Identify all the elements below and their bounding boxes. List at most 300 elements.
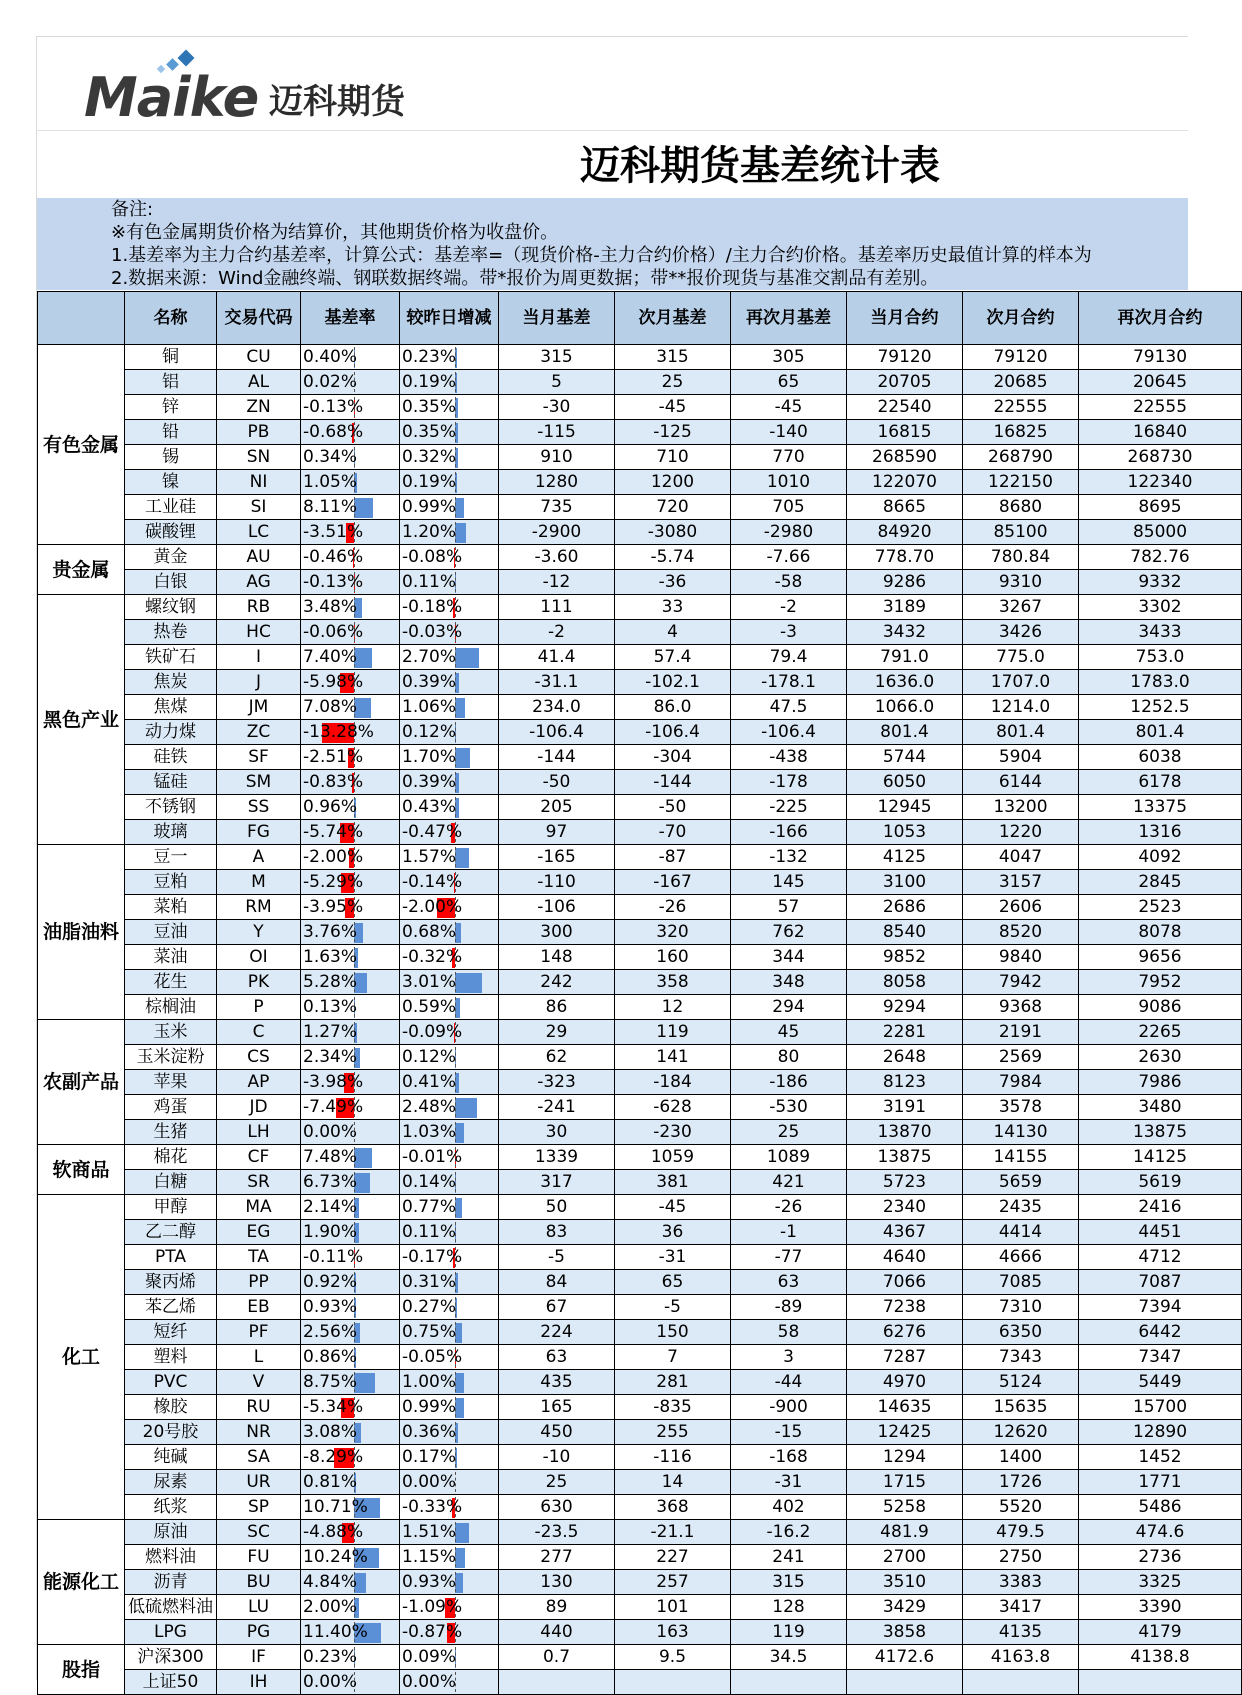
contract-m3-cell: 7087 xyxy=(1079,1270,1242,1295)
basis-m1-cell: -3.60 xyxy=(499,545,615,570)
table-row xyxy=(38,1120,1242,1145)
bar-value-label: -0.11% xyxy=(303,1247,363,1267)
basis-rate-cell xyxy=(301,1570,400,1595)
name-cell: 硅铁 xyxy=(125,745,217,770)
table-row xyxy=(38,845,1242,870)
basis-rate-cell xyxy=(301,845,400,870)
contract-m2-cell: 9368 xyxy=(963,995,1079,1020)
code-cell: MA xyxy=(217,1195,301,1220)
daily-change-cell xyxy=(400,595,499,620)
contract-m1-cell: 8123 xyxy=(847,1070,963,1095)
bar-value-label: 7.40% xyxy=(303,647,357,667)
code-cell: HC xyxy=(217,620,301,645)
header-contract-m1: 当月合约 xyxy=(847,292,963,345)
basis-m2-cell: -628 xyxy=(615,1095,731,1120)
basis-m3-cell: 58 xyxy=(731,1320,847,1345)
contract-m2-cell: 5124 xyxy=(963,1370,1079,1395)
name-cell: 白糖 xyxy=(125,1170,217,1195)
code-cell: LU xyxy=(217,1595,301,1620)
basis-m2-cell: 255 xyxy=(615,1420,731,1445)
daily-change-cell xyxy=(400,1520,499,1545)
code-cell: AU xyxy=(217,545,301,570)
contract-m1-cell: 3429 xyxy=(847,1595,963,1620)
bar-value-label: 0.17% xyxy=(402,1447,456,1467)
header-basis-m2: 次月基差 xyxy=(615,292,731,345)
name-cell: 鸡蛋 xyxy=(125,1095,217,1120)
basis-m1-cell: 1339 xyxy=(499,1145,615,1170)
bar-value-label: 11.40% xyxy=(303,1622,368,1642)
table-row xyxy=(38,1395,1242,1420)
daily-change-cell xyxy=(400,1645,499,1670)
daily-change-cell xyxy=(400,1670,499,1695)
name-cell: 铝 xyxy=(125,370,217,395)
daily-change-cell xyxy=(400,1195,499,1220)
contract-m2-cell: 1400 xyxy=(963,1445,1079,1470)
logo-chinese-name: 迈科期货 xyxy=(269,80,405,124)
basis-rate-cell xyxy=(301,1520,400,1545)
bar-value-label: 0.11% xyxy=(402,1222,456,1242)
contract-m3-cell: 22555 xyxy=(1079,395,1242,420)
contract-m3-cell: 1252.5 xyxy=(1079,695,1242,720)
code-cell: RB xyxy=(217,595,301,620)
bar-value-label: 2.00% xyxy=(303,1597,357,1617)
daily-change-cell xyxy=(400,1295,499,1320)
basis-m2-cell: 358 xyxy=(615,970,731,995)
code-cell: IH xyxy=(217,1670,301,1695)
code-cell: EG xyxy=(217,1220,301,1245)
bar-value-label: 0.96% xyxy=(303,797,357,817)
bar-value-label: -8.29% xyxy=(303,1447,363,1467)
basis-m2-cell xyxy=(615,1670,731,1695)
daily-change-cell xyxy=(400,945,499,970)
daily-change-cell xyxy=(400,470,499,495)
name-cell: 上证50 xyxy=(125,1670,217,1695)
contract-m3-cell: 7394 xyxy=(1079,1295,1242,1320)
table-row xyxy=(38,895,1242,920)
bar-value-label: 1.20% xyxy=(402,522,456,542)
code-cell: J xyxy=(217,670,301,695)
contract-m2-cell: 2750 xyxy=(963,1545,1079,1570)
table-row xyxy=(38,1470,1242,1495)
table-row xyxy=(38,720,1242,745)
data-bar xyxy=(455,848,469,868)
code-cell: NR xyxy=(217,1420,301,1445)
daily-change-cell xyxy=(400,720,499,745)
name-cell: 塑料 xyxy=(125,1345,217,1370)
table-row xyxy=(38,1295,1242,1320)
page-top-border xyxy=(36,36,1188,37)
category-cell: 软商品 xyxy=(38,1145,125,1195)
table-row xyxy=(38,1245,1242,1270)
daily-change-cell xyxy=(400,1020,499,1045)
basis-m3-cell: 315 xyxy=(731,1570,847,1595)
contract-m1-cell: 79120 xyxy=(847,345,963,370)
table-row xyxy=(38,920,1242,945)
code-cell: SF xyxy=(217,745,301,770)
contract-m3-cell: 85000 xyxy=(1079,520,1242,545)
basis-m1-cell: 41.4 xyxy=(499,645,615,670)
bar-value-label: 2.56% xyxy=(303,1322,357,1342)
contract-m1-cell: 8665 xyxy=(847,495,963,520)
basis-m2-cell: 9.5 xyxy=(615,1645,731,1670)
daily-change-cell xyxy=(400,420,499,445)
basis-rate-cell xyxy=(301,1120,400,1145)
name-cell: 纯碱 xyxy=(125,1445,217,1470)
bar-value-label: 0.00% xyxy=(402,1472,456,1492)
basis-m3-cell: 25 xyxy=(731,1120,847,1145)
contract-m3-cell: 801.4 xyxy=(1079,720,1242,745)
contract-m2-cell: 2435 xyxy=(963,1195,1079,1220)
header-code: 交易代码 xyxy=(217,292,301,345)
table-row xyxy=(38,1195,1242,1220)
contract-m3-cell: 753.0 xyxy=(1079,645,1242,670)
basis-rate-cell xyxy=(301,1070,400,1095)
bar-value-label: 0.39% xyxy=(402,772,456,792)
contract-m2-cell xyxy=(963,1670,1079,1695)
bar-value-label: 0.00% xyxy=(303,1122,357,1142)
bar-value-label: -0.83% xyxy=(303,772,363,792)
code-cell: AG xyxy=(217,570,301,595)
basis-rate-cell xyxy=(301,1445,400,1470)
table-row xyxy=(38,395,1242,420)
basis-m3-cell: -77 xyxy=(731,1245,847,1270)
table-row xyxy=(38,1445,1242,1470)
basis-m2-cell: -50 xyxy=(615,795,731,820)
basis-m1-cell: -106.4 xyxy=(499,720,615,745)
basis-rate-cell xyxy=(301,545,400,570)
contract-m2-cell: 3417 xyxy=(963,1595,1079,1620)
contract-m2-cell: 1220 xyxy=(963,820,1079,845)
basis-m1-cell: -106 xyxy=(499,895,615,920)
basis-rate-cell xyxy=(301,395,400,420)
basis-m2-cell: 141 xyxy=(615,1045,731,1070)
basis-m2-cell: -304 xyxy=(615,745,731,770)
code-cell: JM xyxy=(217,695,301,720)
basis-m1-cell: 29 xyxy=(499,1020,615,1045)
code-cell: RU xyxy=(217,1395,301,1420)
contract-m2-cell: 6350 xyxy=(963,1320,1079,1345)
name-cell: LPG xyxy=(125,1620,217,1645)
table-row xyxy=(38,420,1242,445)
table-row xyxy=(38,470,1242,495)
basis-m3-cell: 402 xyxy=(731,1495,847,1520)
basis-rate-cell xyxy=(301,1395,400,1420)
basis-m3-cell: 705 xyxy=(731,495,847,520)
basis-m3-cell: -132 xyxy=(731,845,847,870)
bar-value-label: -4.88% xyxy=(303,1522,363,1542)
basis-rate-cell xyxy=(301,695,400,720)
contract-m2-cell: 8520 xyxy=(963,920,1079,945)
basis-m1-cell: 130 xyxy=(499,1570,615,1595)
basis-rate-cell xyxy=(301,1295,400,1320)
basis-m1-cell: -31.1 xyxy=(499,670,615,695)
table-row xyxy=(38,370,1242,395)
code-cell: UR xyxy=(217,1470,301,1495)
table-row xyxy=(38,1320,1242,1345)
basis-m3-cell: 47.5 xyxy=(731,695,847,720)
table-row xyxy=(38,1345,1242,1370)
bar-value-label: 0.93% xyxy=(402,1572,456,1592)
table-row xyxy=(38,795,1242,820)
basis-m3-cell: -186 xyxy=(731,1070,847,1095)
name-cell: 豆粕 xyxy=(125,870,217,895)
contract-m3-cell: 474.6 xyxy=(1079,1520,1242,1545)
header-daily-change: 较昨日增减 xyxy=(400,292,499,345)
basis-m3-cell: 348 xyxy=(731,970,847,995)
basis-m1-cell: 277 xyxy=(499,1545,615,1570)
contract-m1-cell: 9852 xyxy=(847,945,963,970)
contract-m2-cell: 85100 xyxy=(963,520,1079,545)
basis-m1-cell: 25 xyxy=(499,1470,615,1495)
basis-m2-cell: 101 xyxy=(615,1595,731,1620)
basis-m2-cell: 57.4 xyxy=(615,645,731,670)
basis-m2-cell: 4 xyxy=(615,620,731,645)
basis-rate-cell xyxy=(301,595,400,620)
basis-rate-cell xyxy=(301,445,400,470)
code-cell: C xyxy=(217,1020,301,1045)
contract-m3-cell: 4092 xyxy=(1079,845,1242,870)
bar-value-label: 0.02% xyxy=(303,372,357,392)
daily-change-cell xyxy=(400,1470,499,1495)
basis-m3-cell: 344 xyxy=(731,945,847,970)
bar-value-label: 7.48% xyxy=(303,1147,357,1167)
basis-m3-cell: -168 xyxy=(731,1445,847,1470)
contract-m3-cell: 7347 xyxy=(1079,1345,1242,1370)
bar-value-label: 0.09% xyxy=(402,1647,456,1667)
table-row xyxy=(38,1145,1242,1170)
contract-m3-cell: 4138.8 xyxy=(1079,1645,1242,1670)
bar-value-label: 0.81% xyxy=(303,1472,357,1492)
bar-value-label: 1.27% xyxy=(303,1022,357,1042)
header-basis-m1: 当月基差 xyxy=(499,292,615,345)
contract-m1-cell: 2686 xyxy=(847,895,963,920)
daily-change-cell xyxy=(400,345,499,370)
notes-line: ※有色金属期货价格为结算价，其他期货价格为收盘价。 xyxy=(37,221,1188,244)
basis-m3-cell: -438 xyxy=(731,745,847,770)
bar-value-label: 0.23% xyxy=(303,1647,357,1667)
category-cell: 黑色产业 xyxy=(38,595,125,845)
basis-rate-cell xyxy=(301,1195,400,1220)
basis-m1-cell: 910 xyxy=(499,445,615,470)
contract-m1-cell: 6050 xyxy=(847,770,963,795)
contract-m2-cell: 7310 xyxy=(963,1295,1079,1320)
contract-m1-cell: 13875 xyxy=(847,1145,963,1170)
daily-change-cell xyxy=(400,795,499,820)
bar-value-label: 1.15% xyxy=(402,1547,456,1567)
contract-m2-cell: 20685 xyxy=(963,370,1079,395)
contract-m3-cell: 4712 xyxy=(1079,1245,1242,1270)
table-row xyxy=(38,1045,1242,1070)
code-cell: M xyxy=(217,870,301,895)
data-bar xyxy=(455,498,464,518)
contract-m3-cell: 3480 xyxy=(1079,1095,1242,1120)
bar-value-label: -0.01% xyxy=(402,1147,462,1167)
basis-rate-cell xyxy=(301,1495,400,1520)
contract-m2-cell: 7942 xyxy=(963,970,1079,995)
bar-value-label: 2.34% xyxy=(303,1047,357,1067)
daily-change-cell xyxy=(400,1095,499,1120)
basis-rate-cell xyxy=(301,345,400,370)
basis-rate-cell xyxy=(301,1270,400,1295)
basis-rate-cell xyxy=(301,420,400,445)
bar-value-label: -0.06% xyxy=(303,622,363,642)
basis-rate-cell xyxy=(301,1595,400,1620)
basis-m3-cell: -1 xyxy=(731,1220,847,1245)
contract-m2-cell: 14130 xyxy=(963,1120,1079,1145)
bar-value-label: -2.00% xyxy=(402,897,462,917)
name-cell: 花生 xyxy=(125,970,217,995)
daily-change-cell xyxy=(400,1270,499,1295)
basis-m1-cell: -2900 xyxy=(499,520,615,545)
basis-rate-cell xyxy=(301,945,400,970)
code-cell: LC xyxy=(217,520,301,545)
contract-m3-cell: 1452 xyxy=(1079,1445,1242,1470)
basis-m1-cell: -50 xyxy=(499,770,615,795)
contract-m3-cell: 2845 xyxy=(1079,870,1242,895)
code-cell: PB xyxy=(217,420,301,445)
contract-m1-cell: 4640 xyxy=(847,1245,963,1270)
name-cell: 锡 xyxy=(125,445,217,470)
bar-value-label: 1.63% xyxy=(303,947,357,967)
bar-value-label: -0.14% xyxy=(402,872,462,892)
contract-m2-cell: 14155 xyxy=(963,1145,1079,1170)
contract-m2-cell: 1214.0 xyxy=(963,695,1079,720)
contract-m3-cell: 9086 xyxy=(1079,995,1242,1020)
contract-m2-cell: 3426 xyxy=(963,620,1079,645)
basis-m1-cell: 111 xyxy=(499,595,615,620)
basis-m1-cell: -165 xyxy=(499,845,615,870)
code-cell: SR xyxy=(217,1170,301,1195)
bar-value-label: 0.19% xyxy=(402,472,456,492)
basis-m2-cell: 1059 xyxy=(615,1145,731,1170)
code-cell: AP xyxy=(217,1070,301,1095)
code-cell: CS xyxy=(217,1045,301,1070)
code-cell: PK xyxy=(217,970,301,995)
basis-m1-cell: 224 xyxy=(499,1320,615,1345)
contract-m3-cell: 4451 xyxy=(1079,1220,1242,1245)
daily-change-cell xyxy=(400,520,499,545)
daily-change-cell xyxy=(400,770,499,795)
daily-change-cell xyxy=(400,1320,499,1345)
code-cell: SA xyxy=(217,1445,301,1470)
contract-m2-cell: 5520 xyxy=(963,1495,1079,1520)
code-cell: NI xyxy=(217,470,301,495)
basis-m2-cell: -5.74 xyxy=(615,545,731,570)
daily-change-cell xyxy=(400,895,499,920)
bar-value-label: -3.98% xyxy=(303,1072,363,1092)
name-cell: 豆油 xyxy=(125,920,217,945)
basis-rate-cell xyxy=(301,1170,400,1195)
table-row xyxy=(38,945,1242,970)
name-cell: 焦煤 xyxy=(125,695,217,720)
name-cell: 螺纹钢 xyxy=(125,595,217,620)
code-cell: EB xyxy=(217,1295,301,1320)
bar-value-label: 0.41% xyxy=(402,1072,456,1092)
contract-m2-cell: 122150 xyxy=(963,470,1079,495)
code-cell: SP xyxy=(217,1495,301,1520)
basis-m2-cell: -106.4 xyxy=(615,720,731,745)
basis-m2-cell: -167 xyxy=(615,870,731,895)
bar-value-label: 2.48% xyxy=(402,1097,456,1117)
bar-value-label: -5.34% xyxy=(303,1397,363,1417)
name-cell: 焦炭 xyxy=(125,670,217,695)
contract-m1-cell: 1715 xyxy=(847,1470,963,1495)
name-cell: 碳酸锂 xyxy=(125,520,217,545)
table-row xyxy=(38,870,1242,895)
data-bar xyxy=(455,1098,477,1118)
bar-value-label: 0.13% xyxy=(303,997,357,1017)
contract-m3-cell: 2523 xyxy=(1079,895,1242,920)
contract-m1-cell: 7287 xyxy=(847,1345,963,1370)
basis-rate-cell xyxy=(301,520,400,545)
basis-m3-cell: 1010 xyxy=(731,470,847,495)
name-cell: 棉花 xyxy=(125,1145,217,1170)
bar-value-label: -5.74% xyxy=(303,822,363,842)
basis-m2-cell: 720 xyxy=(615,495,731,520)
bar-value-label: 1.06% xyxy=(402,697,456,717)
contract-m1-cell: 801.4 xyxy=(847,720,963,745)
bar-value-label: 0.00% xyxy=(402,1672,456,1692)
basis-m3-cell: 1089 xyxy=(731,1145,847,1170)
basis-m1-cell: -5 xyxy=(499,1245,615,1270)
basis-m2-cell: 1200 xyxy=(615,470,731,495)
contract-m2-cell: 3157 xyxy=(963,870,1079,895)
contract-m2-cell: 79120 xyxy=(963,345,1079,370)
basis-m3-cell: -900 xyxy=(731,1395,847,1420)
contract-m3-cell: 3302 xyxy=(1079,595,1242,620)
code-cell: SN xyxy=(217,445,301,470)
contract-m3-cell: 3390 xyxy=(1079,1595,1242,1620)
notes-line: 1.基差率为主力合约基差率，计算公式：基差率=（现货价格-主力合约价格）/主力合约价格。基差率历史最值计算的样本为 xyxy=(37,244,1188,267)
name-cell: 甲醇 xyxy=(125,1195,217,1220)
basis-m2-cell: 227 xyxy=(615,1545,731,1570)
name-cell: 镍 xyxy=(125,470,217,495)
data-bar xyxy=(455,973,482,993)
daily-change-cell xyxy=(400,1445,499,1470)
basis-m2-cell: 14 xyxy=(615,1470,731,1495)
bar-value-label: 0.40% xyxy=(303,347,357,367)
basis-m1-cell: 205 xyxy=(499,795,615,820)
table-row xyxy=(38,1495,1242,1520)
basis-m3-cell xyxy=(731,1670,847,1695)
code-cell: CU xyxy=(217,345,301,370)
basis-rate-cell xyxy=(301,670,400,695)
contract-m1-cell: 5744 xyxy=(847,745,963,770)
contract-m3-cell: 7952 xyxy=(1079,970,1242,995)
basis-m2-cell: -26 xyxy=(615,895,731,920)
data-bar xyxy=(455,748,470,768)
basis-m2-cell: -102.1 xyxy=(615,670,731,695)
contract-m3-cell: 14125 xyxy=(1079,1145,1242,1170)
code-cell: SM xyxy=(217,770,301,795)
basis-m2-cell: 12 xyxy=(615,995,731,1020)
basis-rate-cell xyxy=(301,770,400,795)
daily-change-cell xyxy=(400,1570,499,1595)
bar-value-label: 3.76% xyxy=(303,922,357,942)
basis-m2-cell: 281 xyxy=(615,1370,731,1395)
daily-change-cell xyxy=(400,370,499,395)
basis-m3-cell: 80 xyxy=(731,1045,847,1070)
contract-m1-cell: 778.70 xyxy=(847,545,963,570)
basis-m2-cell: -184 xyxy=(615,1070,731,1095)
category-cell: 股指 xyxy=(38,1645,125,1695)
basis-m3-cell: -530 xyxy=(731,1095,847,1120)
name-cell: 橡胶 xyxy=(125,1395,217,1420)
name-cell: 聚丙烯 xyxy=(125,1270,217,1295)
contract-m1-cell: 3510 xyxy=(847,1570,963,1595)
contract-m2-cell: 2569 xyxy=(963,1045,1079,1070)
code-cell: PP xyxy=(217,1270,301,1295)
